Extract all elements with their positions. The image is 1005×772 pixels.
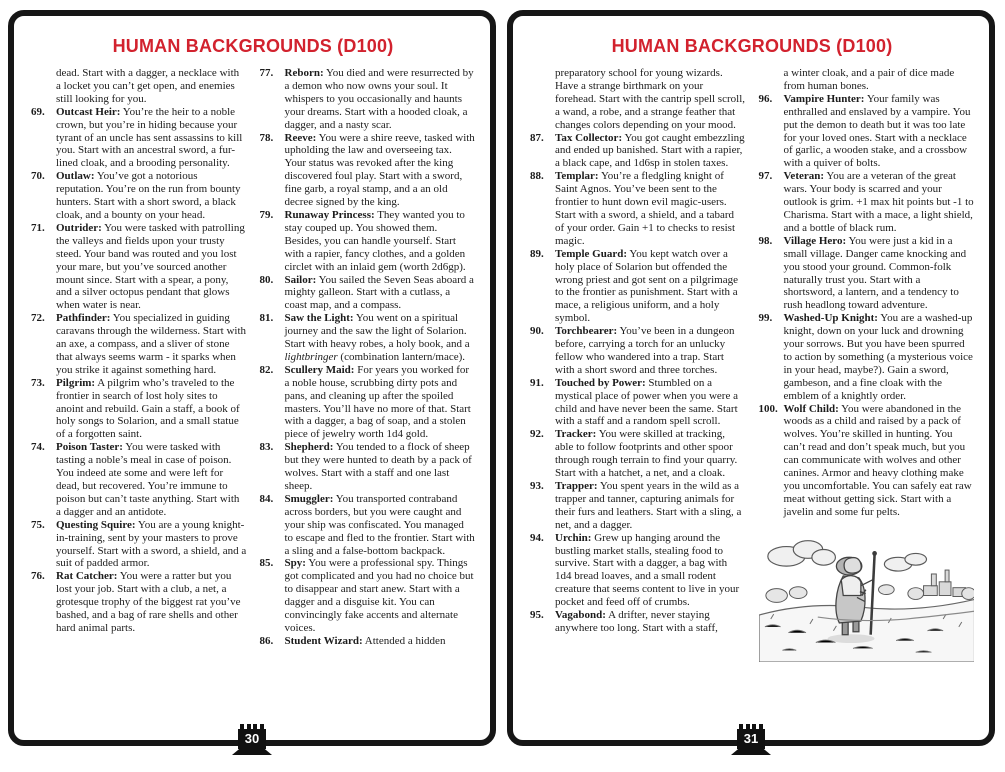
entry-title: Smuggler: — [284, 492, 334, 505]
entry-title: Outcast Heir: — [56, 105, 121, 118]
text-column-right — [260, 67, 476, 648]
entry-title: Tracker: — [555, 428, 597, 441]
entry-number: 97. — [758, 170, 773, 183]
entry-body: Tax Collector: You got caught embezzling and ended up banished. Start with a rapier, a black cape, and 1d6sp in stolen taxes. — [555, 131, 745, 170]
entry-title: Urchin: — [555, 531, 592, 544]
entry-body: Shepherd: You tended to a flock of sheep but they were hunted to death by a pack of wolves. Start with a staff and one last sheep. — [284, 441, 472, 492]
entry-number: 77. — [259, 67, 274, 79]
entry-number: 94. — [530, 531, 544, 544]
entry-title: Village Hero: — [783, 234, 847, 247]
entry-body: Vampire Hunter: Your family was enthralled and enslaved by a vampire. You put the demon to death but it was too late for your loved ones. Start with a necklace of garlic, a wooden stake, and a crossbow with a quiver of bolts. — [783, 92, 971, 170]
list-item — [31, 519, 247, 571]
list-item — [260, 635, 476, 648]
entry-body: Washed-Up Knight: You are a washed-up knight, down on your luck and drowning your sorrows. But you have been spurred to action by something (a mysterious voice in your head, maybe?). Gain a sword, gambeson, and a fine cloak with the emblem of a knightly order. — [783, 312, 973, 402]
list-item — [759, 170, 975, 235]
list-item — [530, 377, 746, 429]
entry-body: Torchbearer: You’ve been in a dungeon before, carrying a torch for an unlucky fellow who wandered into a trap. Start with a short sword and three torches. — [555, 325, 735, 376]
entry-title: Temple Guard: — [555, 247, 628, 260]
entry-body: Wolf Child: You were abandoned in the woods as a child and raised by a pack of wolves. You’re skilled in hunting. You can’t read and don’t speak much, but you can communicate with wolves and other canines. Armor and heavy clothing make you uncomfortable. You can safely eat raw meat without getting sick. Start with a javelin and some fur pelts. — [783, 402, 972, 518]
entry-body: Rat Catcher: You were a ratter but you lost your job. Start with a club, a net, a grotesque trophy of the biggest rat you’ve bashed, and a bag of rare shells and other hard animal parts. — [56, 570, 241, 634]
entry-title: Torchbearer: — [555, 325, 618, 338]
entry-body: Spy: You were a professional spy. Things got complicated and you had no choice but to disappear and start anew. Start with a dagger and a disguise kit. You can convincingly fake accents and alternate voices. — [284, 557, 474, 634]
entry-number: 98. — [758, 234, 773, 247]
entry-body: Sailor: You sailed the Seven Seas aboard a mighty galleon. Start with a cutlass, a coast map, and a compass. — [284, 273, 474, 312]
list-item — [530, 532, 746, 609]
entry-number: 95. — [530, 609, 544, 622]
page-number-tab — [232, 724, 272, 755]
page-number: 30 — [238, 729, 266, 749]
entry-title: Shepherd: — [284, 441, 334, 454]
entry-number: 70. — [31, 170, 45, 183]
list-item — [31, 222, 247, 312]
entry-title: Spy: — [284, 557, 306, 570]
entry-title: Questing Squire: — [56, 518, 136, 531]
page-columns — [530, 67, 974, 662]
list-item — [31, 377, 247, 442]
entry-number: 93. — [530, 480, 544, 492]
entry-title: Pilgrim: — [56, 376, 96, 389]
list-item — [260, 274, 476, 313]
entry-title: Reborn: — [284, 67, 324, 79]
list-item — [31, 312, 247, 377]
list-item — [530, 428, 746, 480]
list-item — [31, 106, 247, 171]
list-item — [260, 493, 476, 558]
entry-title: Tax Collector: — [555, 131, 623, 144]
entry-number: 90. — [530, 325, 544, 338]
entries-list — [260, 67, 476, 648]
entry-title: Reeve: — [284, 131, 317, 144]
list-item — [31, 170, 247, 222]
entry-title: Washed-Up Knight: — [783, 312, 878, 325]
entry-number: 96. — [758, 92, 773, 105]
list-item — [759, 312, 975, 402]
entry-title: Scullery Maid: — [284, 363, 355, 376]
entry-body: a winter cloak, and a pair of dice made from human bones. — [783, 67, 955, 92]
entry-body: Student Wizard: Attended a hidden — [284, 634, 446, 647]
list-item — [260, 557, 476, 634]
list-item — [260, 441, 476, 493]
entry-body: Runaway Princess: They wanted you to stay couped up. You showed them. Besides, you can handle yourself. Start with a rapier, fancy clothes, and a golden circlet with an inlaid gem (worth 2d6gp). — [284, 208, 466, 273]
entry-body: Vagabond: A drifter, never staying anywhere too long. Start with a staff, — [555, 609, 718, 634]
entry-number: 80. — [259, 273, 274, 286]
entry-title: Runaway Princess: — [284, 208, 375, 221]
entry-body: Pathfinder: You specialized in guiding caravans through the wilderness. Start with an axe, a compass, and a sliver of stone that always seems warm - it sparks when you strike it against something hard. — [56, 312, 247, 376]
entry-title: Veteran: — [783, 170, 825, 183]
list-item — [530, 248, 746, 325]
entry-body: Questing Squire: You are a young knight-in-training, sent by your masters to prove yourself. Start with a sword, a shield, and a suit of padded armor. — [56, 518, 247, 570]
entry-number: 81. — [259, 312, 274, 325]
tower-base-icon — [232, 749, 272, 755]
entry-body: Smuggler: You transported contraband across borders, but you were caught and your ship was confiscated. You managed to escape and fled to the frontier. Start with a sling and a false-bottom backpack. — [284, 492, 475, 557]
entry-body: Trapper: You spent years in the wild as a trapper and tanner, capturing animals for their furs and leathers. Start with a sling, a net, and a dagger. — [555, 480, 742, 531]
entry-body: preparatory school for young wizards. Have a strange birthmark on your forehead. Start with the cantrip spell scroll, a wand, a robe, and a strange feather that changes colors depending on your mood. — [555, 67, 745, 131]
list-item — [530, 480, 746, 532]
entry-title: Wolf Child: — [783, 402, 839, 415]
list-item — [530, 609, 746, 635]
entry-body: Outcast Heir: You’re the heir to a noble crown, but you’re in hiding because your tyrant of an uncle has sent assassins to kill you. Start with an ancestral sword, a fur-lined cloak, and a brooding personality. — [56, 105, 243, 170]
list-item — [759, 93, 975, 170]
text-column-left — [530, 67, 746, 662]
page-number: 31 — [737, 729, 765, 749]
page-columns — [31, 67, 475, 648]
entry-number: 71. — [31, 221, 45, 234]
entry-body: Templar: You’re a fledgling knight of Saint Agnos. You’ve been sent to the frontier to hunt down evil magic-users. Start with a sword, a shield, and a tabard of your order. Gain +1 to checks to resist magic. — [555, 170, 736, 247]
page-title: HUMAN BACKGROUNDS (D100) — [112, 36, 394, 56]
list-item — [260, 132, 476, 209]
entry-number: 100. — [758, 402, 778, 415]
entry-body: dead. Start with a dagger, a necklace with a locket you can’t get open, and enemies still looking for you. — [56, 67, 240, 105]
entry-number: 84. — [259, 492, 274, 505]
text-column-left — [31, 67, 247, 648]
entry-number: 76. — [31, 570, 45, 583]
entry-number: 89. — [530, 247, 544, 260]
entry-number: 92. — [530, 428, 544, 441]
entry-body: Saw the Light: You went on a spiritual journey and the saw the light of Solarion. Start with heavy robes, a holy book, and a lightbringer (combination lantern/mace). — [284, 312, 470, 363]
entry-body: Pilgrim: A pilgrim who’s traveled to the frontier in search of lost holy sites to anoint and rebuild. Gain a staff, a book of holy songs to Solarion, and a small statue of a forgotten saint. — [56, 376, 240, 441]
entry-number: 82. — [259, 363, 274, 376]
entry-number: 74. — [31, 441, 45, 454]
entry-title: Vampire Hunter: — [783, 92, 865, 105]
entry-number: 83. — [259, 441, 274, 454]
entry-title: Poison Taster: — [56, 441, 123, 454]
list-item — [260, 364, 476, 441]
entry-body: Reborn: You died and were resurrected by a demon who now owns your soul. It whispers to you occasionally and haunts your dreams. Start with a hooded cloak, a dagger, and a nasty scar. — [284, 67, 474, 131]
entries-list — [530, 67, 746, 635]
entry-number: 72. — [31, 312, 45, 325]
entry-body: Touched by Power: Stumbled on a mystical place of power when you were a child and have never been the same. Start with a staff and a random spell scroll. — [555, 376, 738, 428]
entry-title: Templar: — [555, 170, 599, 183]
entry-number: 79. — [259, 208, 274, 221]
traveler-illustration — [759, 525, 975, 662]
list-item — [31, 441, 247, 518]
entry-title: Rat Catcher: — [56, 570, 118, 583]
list-item — [759, 67, 975, 93]
entry-body: Reeve: You were a shire reeve, tasked with upholding the law and overseeing tax. Your status was revoked after the king discovered foul play. Start with a sword, fine garb, a royal stamp, and a an old decree signed by the king. — [284, 131, 475, 209]
page-title: HUMAN BACKGROUNDS (D100) — [611, 36, 893, 56]
entries-list — [759, 67, 975, 519]
entry-number: 86. — [259, 634, 274, 647]
entry-body: Outrider: You were tasked with patrolling the valleys and fields upon your trusty steed. Your band was routed and you lost your mare, but you’ve sourced another mount since. Start with a spear, a pony, and a silver octopus pendant that glows when water is near. — [56, 221, 245, 312]
entry-body: Tracker: You were skilled at tracking, able to follow footprints and other spoor through rough terrain to find your quarry. Start with a hatchet, a net, and a cloak. — [555, 428, 738, 480]
page-right — [507, 10, 995, 746]
entry-number: 87. — [530, 131, 544, 144]
page-left — [8, 10, 496, 746]
entry-number: 78. — [259, 131, 274, 144]
entry-title: Outrider: — [56, 221, 102, 234]
entry-number: 91. — [530, 376, 544, 389]
entry-number: 75. — [31, 518, 45, 531]
entry-number: 88. — [530, 170, 544, 183]
list-item — [31, 570, 247, 635]
entry-title: Trapper: — [555, 480, 598, 492]
entry-body: Temple Guard: You kept watch over a holy place of Solarion but offended the wrong priest and got sent on a pilgrimage to the frontier as punishment. Start with a mace, a religious uniform, and a holy symbol. — [555, 247, 738, 325]
entry-number: 99. — [758, 312, 773, 325]
entry-body: Urchin: Grew up hanging around the bustling market stalls, stealing food to survive. Start with a dagger, a bag with 1d4 bread loaves, and a small rodent creature that seems content to live in your pocket and feed off of crumbs. — [555, 531, 740, 609]
entries-list — [31, 67, 247, 635]
list-item — [260, 312, 476, 364]
page-number-tab — [731, 724, 771, 755]
list-item — [759, 403, 975, 519]
list-item — [260, 67, 476, 132]
entry-body: Veteran: You are a veteran of the great wars. Your body is scarred and your outlook is grim. +1 max hit points but -1 to Charisma. Start with a mace, a light shield, and a bottle of black rum. — [783, 170, 974, 234]
entry-number: 85. — [259, 557, 274, 570]
entry-body: Village Hero: You were just a kid in a small village. Danger came knocking and you stood your ground. Common-folk naturally trust you. Start with a shortsword, a lantern, and a tendency to rush headlong toward adventure. — [783, 234, 967, 312]
entry-number: 73. — [31, 376, 45, 389]
list-item — [759, 235, 975, 312]
entry-title: Outlaw: — [56, 170, 95, 183]
entry-title: Touched by Power: — [555, 376, 646, 389]
list-item — [530, 132, 746, 171]
entry-title: Saw the Light: — [284, 312, 354, 325]
entry-title: Vagabond: — [555, 609, 606, 622]
list-item — [530, 325, 746, 377]
tower-base-icon — [731, 749, 771, 755]
list-item — [260, 209, 476, 274]
entry-body: Scullery Maid: For years you worked for a noble house, scrubbing dirty pots and pans, and cleaning up after the spoiled masters. You’ll have no more of that. Start with a dagger, a bag of soap, and a stolen piece of jewelry worth 1d4 gold. — [284, 363, 471, 441]
list-item — [530, 67, 746, 132]
entry-title: Pathfinder: — [56, 312, 111, 325]
list-item — [31, 67, 247, 106]
entry-body: Outlaw: You’ve got a notorious reputation. You’re on the run from bounty hunters. Start with a short sword, a black cloak, and a bounty on your head. — [56, 170, 241, 221]
entry-title: Sailor: — [284, 273, 317, 286]
entry-title: Student Wizard: — [284, 634, 363, 647]
entry-number: 69. — [31, 105, 45, 118]
entry-body: Poison Taster: You were tasked with tasting a noble’s meal in case of poison. You indeed ate some and were left for dead, but recovered. You’re immune to poison but can’t taste anything. Start with a dagger and an antidote. — [56, 441, 240, 518]
list-item — [530, 170, 746, 247]
text-column-right — [759, 67, 975, 662]
